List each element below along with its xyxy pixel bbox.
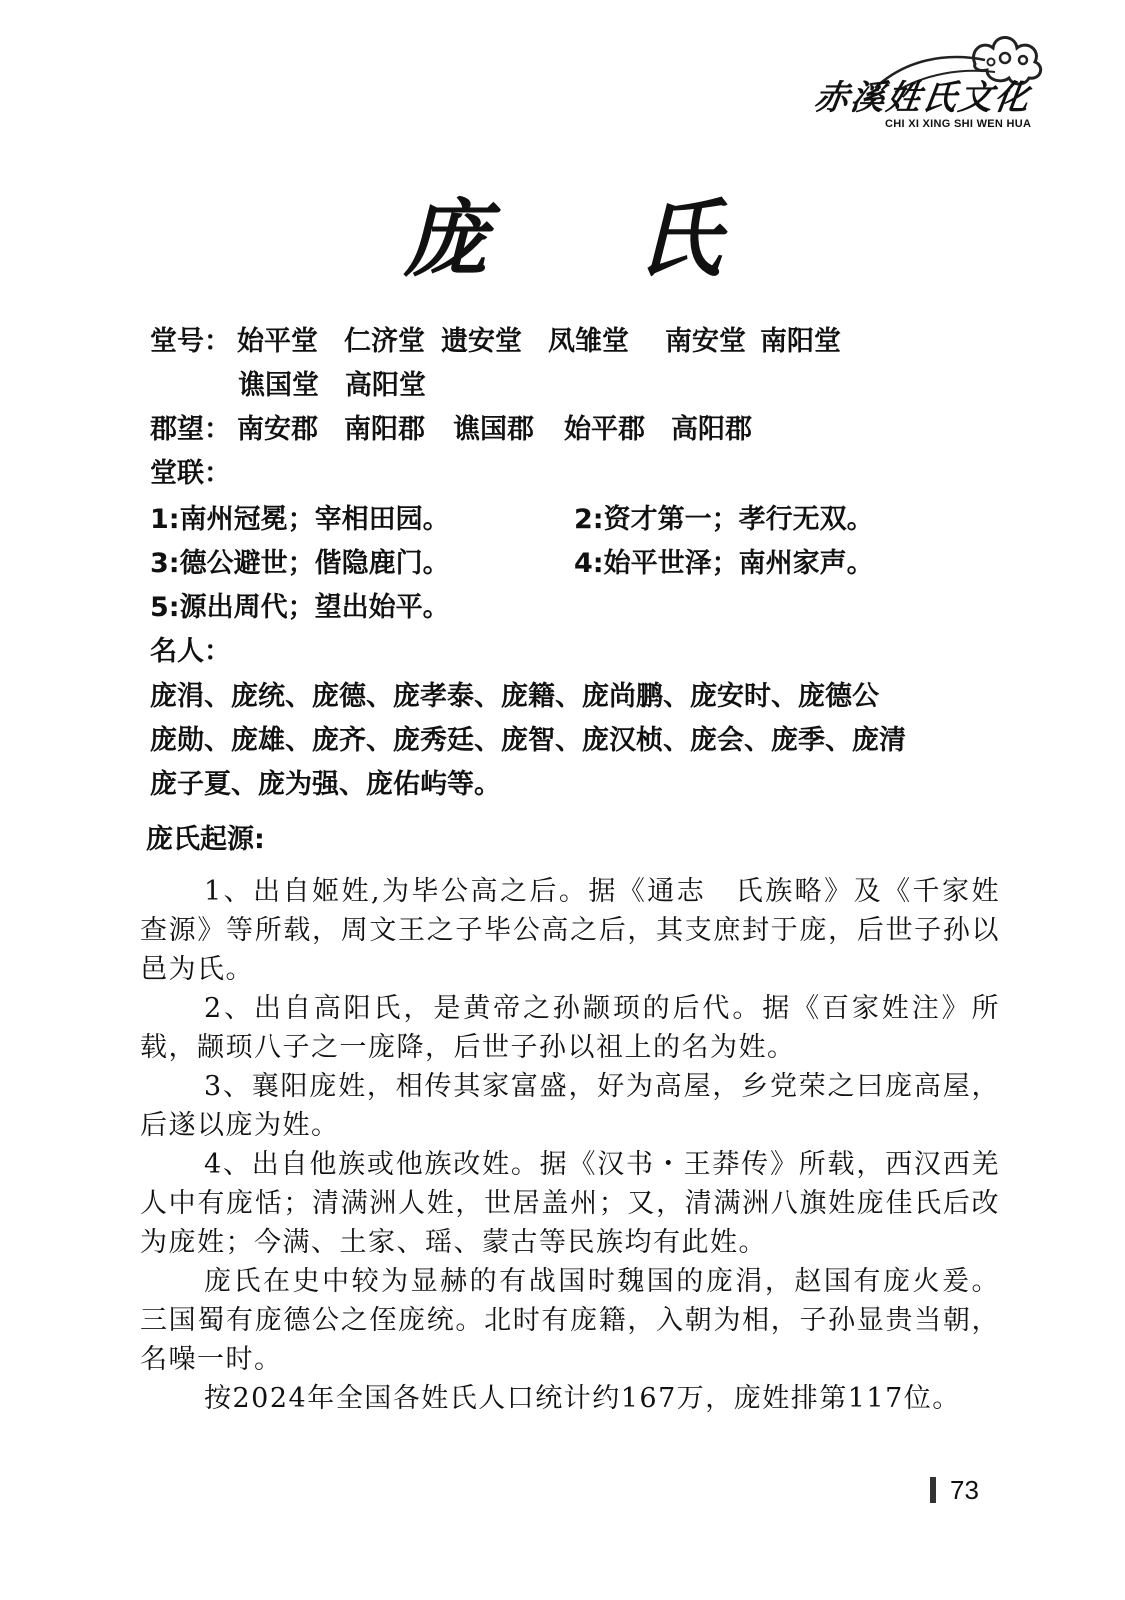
- famous-names-line: 庞勋、庞雄、庞齐、庞秀廷、庞智、庞汉桢、庞会、庞季、庞清: [150, 725, 906, 756]
- origin-paragraph: 按2024年全国各姓氏人口统计约167万，庞姓排第117位。: [204, 1383, 961, 1414]
- couplet-item: 4:始平世泽；南州家声。: [574, 548, 874, 579]
- couplet-item: 2:资才第一；孝行无双。: [574, 504, 874, 535]
- halls-line: [150, 320, 841, 364]
- origin-heading: 庞氏起源:: [146, 824, 265, 855]
- hall-item: 遗安堂: [441, 326, 522, 357]
- commandery-item: 南安郡: [237, 414, 318, 445]
- halls-label: 堂号：: [150, 326, 231, 357]
- hall-item: 仁济堂: [344, 326, 425, 357]
- commandery-item: 南阳郡: [344, 414, 425, 445]
- couplets-label: 堂联：: [150, 458, 231, 489]
- couplet-item: 3:德公避世；偕隐鹿门。: [150, 548, 450, 579]
- origin-paragraph: 1、出自姬姓,为毕公高之后。据《通志 氏族略》及《千家姓查源》等所载，周文王之子毕公高之后，其支庶封于庞，后世子孙以邑为氏。: [140, 876, 1000, 985]
- hall-item: 始平堂: [237, 326, 318, 357]
- famous-label: 名人：: [150, 636, 231, 667]
- origin-paragraph: 2、出自高阳氏，是黄帝之孙颛顼的后代。据《百家姓注》所载，颛顼八子之一庞降，后世子孙以祖上的名为姓。: [140, 993, 1000, 1063]
- hall-item: 凤雏堂: [548, 326, 629, 357]
- series-logo: [805, 30, 1055, 140]
- hall-item: 谯国堂: [238, 370, 319, 401]
- origin-body: [140, 872, 1000, 1418]
- origin-paragraph: 4、出自他族或他族改姓。据《汉书・王莽传》所载，西汉西羌人中有庞恬；清满洲人姓，世居盖州；又，清满洲八旗姓庞佳氏后改为庞姓；今满、土家、瑶、蒙古等民族均有此姓。: [140, 1149, 1000, 1258]
- commandery-item: 高阳郡: [671, 414, 752, 445]
- halls-line-continued: [238, 364, 426, 408]
- page-number: 73: [950, 1474, 979, 1505]
- hall-item: 南安堂: [665, 326, 746, 357]
- page-marker-bar: [930, 1477, 936, 1503]
- famous-names-line: 庞子夏、庞为强、庞佑屿等。: [150, 769, 501, 800]
- commandery-item: 谯国郡: [453, 414, 534, 445]
- commanderies-line: [150, 408, 752, 452]
- logo-pinyin: CHI XI XING SHI WEN HUA: [885, 118, 1032, 130]
- page-title: 庞 氏: [403, 189, 782, 288]
- origin-paragraph: 3、襄阳庞姓，相传其家富盛，好为高屋，乡党荣之曰庞高屋，后遂以庞为姓。: [140, 1071, 1000, 1141]
- page-footer: [930, 1473, 979, 1507]
- commanderies-label: 郡望：: [150, 414, 231, 445]
- famous-names-line: 庞涓、庞统、庞德、庞孝泰、庞籍、庞尚鹏、庞安时、庞德公: [150, 681, 879, 712]
- commandery-item: 始平郡: [564, 414, 645, 445]
- couplet-item: 1:南州冠冕；宰相田园。: [150, 504, 450, 535]
- hall-item: 高阳堂: [345, 370, 426, 401]
- hall-item: 南阳堂: [760, 326, 841, 357]
- origin-paragraph: 庞氏在史中较为显赫的有战国时魏国的庞涓，赵国有庞火爰。三国蜀有庞德公之侄庞统。北时有庞籍，入朝为相，子孙显贵当朝，名噪一时。: [140, 1266, 1000, 1375]
- logo-title: 赤溪姓氏文化: [811, 78, 1034, 118]
- couplet-item: 5:源出周代；望出始平。: [150, 592, 450, 623]
